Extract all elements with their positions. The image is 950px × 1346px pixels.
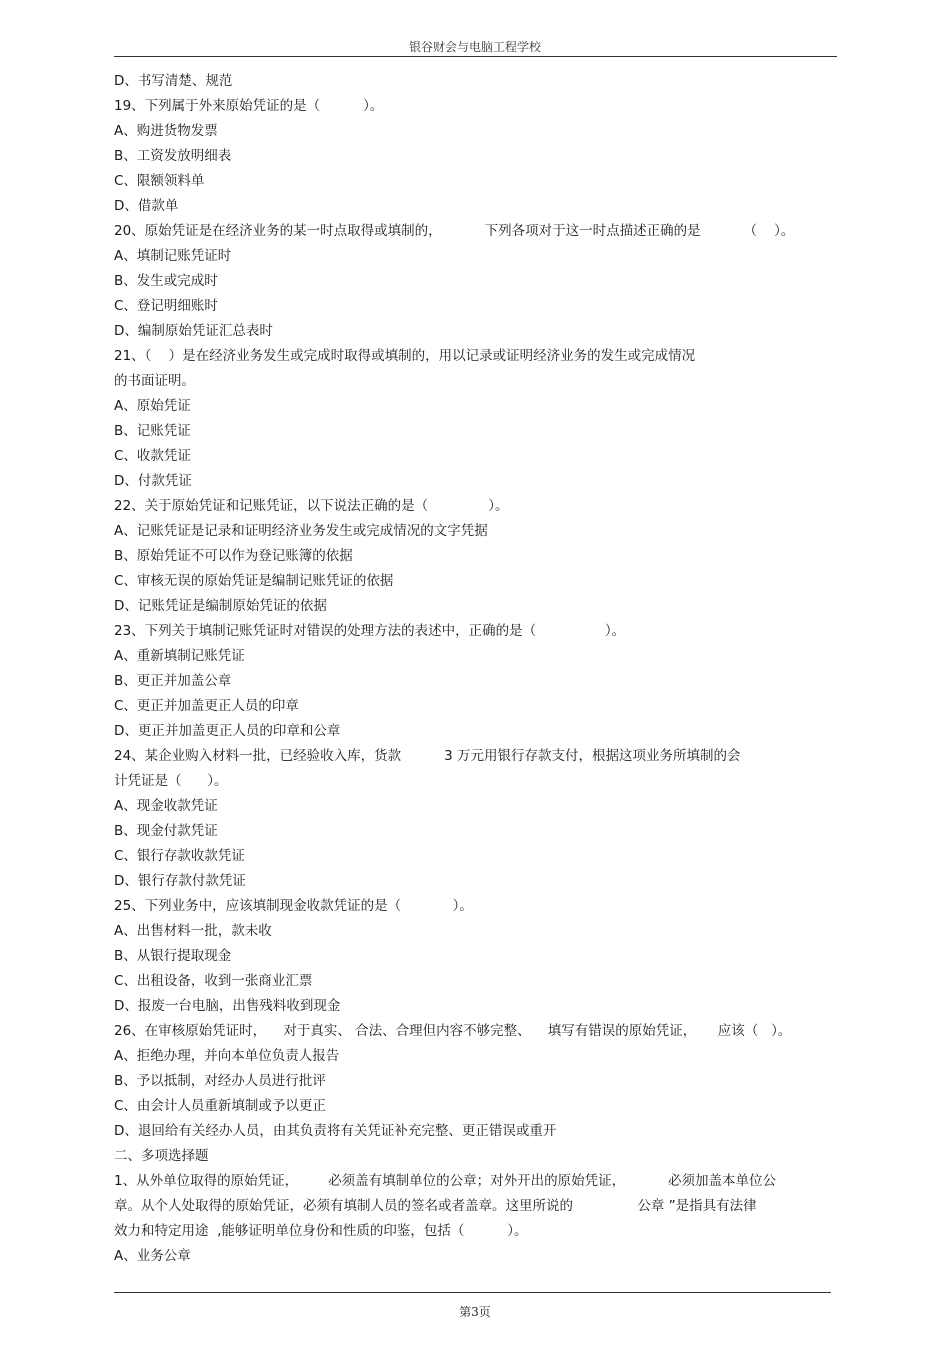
text-line: B、工资发放明细表	[114, 148, 232, 164]
text-line: C、出租设备，收到一张商业汇票	[114, 973, 313, 989]
document-body	[114, 71, 839, 1271]
text-line: D、退回给有关经办人员，由其负责将有关凭证补充完整、更正错误或重开	[114, 1123, 557, 1139]
text-line: 计凭证是（ ）。	[114, 773, 228, 789]
text-line: 25、下列业务中，应该填制现金收款凭证的是（ ）。	[114, 898, 473, 914]
text-line: 19、下列属于外来原始凭证的是（ ）。	[114, 98, 384, 114]
text-line: 效力和特定用途 ,能够证明单位身份和性质的印鉴，包括（ ）。	[114, 1223, 528, 1239]
text-line: B、现金付款凭证	[114, 823, 218, 839]
header-divider	[114, 56, 837, 57]
text-line: B、予以抵制，对经办人员进行批评	[114, 1073, 326, 1089]
text-line: D、报废一台电脑，出售残料收到现金	[114, 998, 341, 1014]
text-line: D、记账凭证是编制原始凭证的依据	[114, 598, 327, 614]
text-line: B、原始凭证不可以作为登记账簿的依据	[114, 548, 353, 564]
text-line: 二、多项选择题	[114, 1148, 209, 1164]
text-line: 24、某企业购入材料一批，已经验收入库，货款 3 万元用银行存款支付，根据这项业务所填制的会	[114, 748, 741, 764]
text-line: C、收款凭证	[114, 448, 191, 464]
text-line: A、记账凭证是记录和证明经济业务发生或完成情况的文字凭据	[114, 523, 488, 539]
text-line: D、借款单	[114, 198, 179, 214]
text-line: D、更正并加盖更正人员的印章和公章	[114, 723, 341, 739]
text-line: D、付款凭证	[114, 473, 192, 489]
text-line: 20、原始凭证是在经济业务的某一时点取得或填制的， 下列各项对于这一时点描述正确的是 （ ）。	[114, 223, 795, 239]
text-line: C、限额领料单	[114, 173, 205, 189]
text-line: C、审核无误的原始凭证是编制记账凭证的依据	[114, 573, 394, 589]
footer-divider	[114, 1292, 831, 1293]
text-line: A、出售材料一批，款未收	[114, 923, 272, 939]
text-line: A、业务公章	[114, 1248, 191, 1264]
text-line: A、重新填制记账凭证	[114, 648, 245, 664]
text-line: 21、（ ）是在经济业务发生或完成时取得或填制的，用以记录或证明经济业务的发生或完成情况	[114, 348, 696, 364]
text-line: C、银行存款收款凭证	[114, 848, 245, 864]
text-line: A、购进货物发票	[114, 123, 218, 139]
text-line: D、编制原始凭证汇总表时	[114, 323, 273, 339]
text-line: C、由会计人员重新填制或予以更正	[114, 1098, 326, 1114]
text-line: B、从银行提取现金	[114, 948, 232, 964]
text-line: 1、从外单位取得的原始凭证， 必须盖有填制单位的公章；对外开出的原始凭证， 必须加盖本单位公	[114, 1173, 777, 1189]
text-line: B、更正并加盖公章	[114, 673, 232, 689]
page-number: 第3页	[459, 1305, 491, 1319]
text-line: D、银行存款付款凭证	[114, 873, 246, 889]
text-line: 23、下列关于填制记账凭证时对错误的处理方法的表述中，正确的是（ ）。	[114, 623, 626, 639]
text-line: A、现金收款凭证	[114, 798, 218, 814]
text-line: B、发生或完成时	[114, 273, 218, 289]
text-line: A、填制记账凭证时	[114, 248, 232, 264]
text-line: 的书面证明。	[114, 373, 195, 389]
text-line: 章。从个人处取得的原始凭证，必须有填制人员的签名或者盖章。这里所说的 公章 ”是指具有法律	[114, 1198, 757, 1214]
text-line: B、记账凭证	[114, 423, 191, 439]
page-header: 银谷财会与电脑工程学校	[408, 40, 541, 54]
text-line: C、登记明细账时	[114, 298, 218, 314]
text-line: 22、关于原始凭证和记账凭证，以下说法正确的是（ ）。	[114, 498, 509, 514]
text-line: 26、在审核原始凭证时， 对于真实、 合法、合理但内容不够完整、 填写有错误的原始凭证， 应该（ ）。	[114, 1023, 792, 1039]
text-line: D、书写清楚、规范	[114, 73, 233, 89]
text-line: C、更正并加盖更正人员的印章	[114, 698, 299, 714]
text-line: A、拒绝办理，并向本单位负责人报告	[114, 1048, 340, 1064]
text-line: A、原始凭证	[114, 398, 191, 414]
